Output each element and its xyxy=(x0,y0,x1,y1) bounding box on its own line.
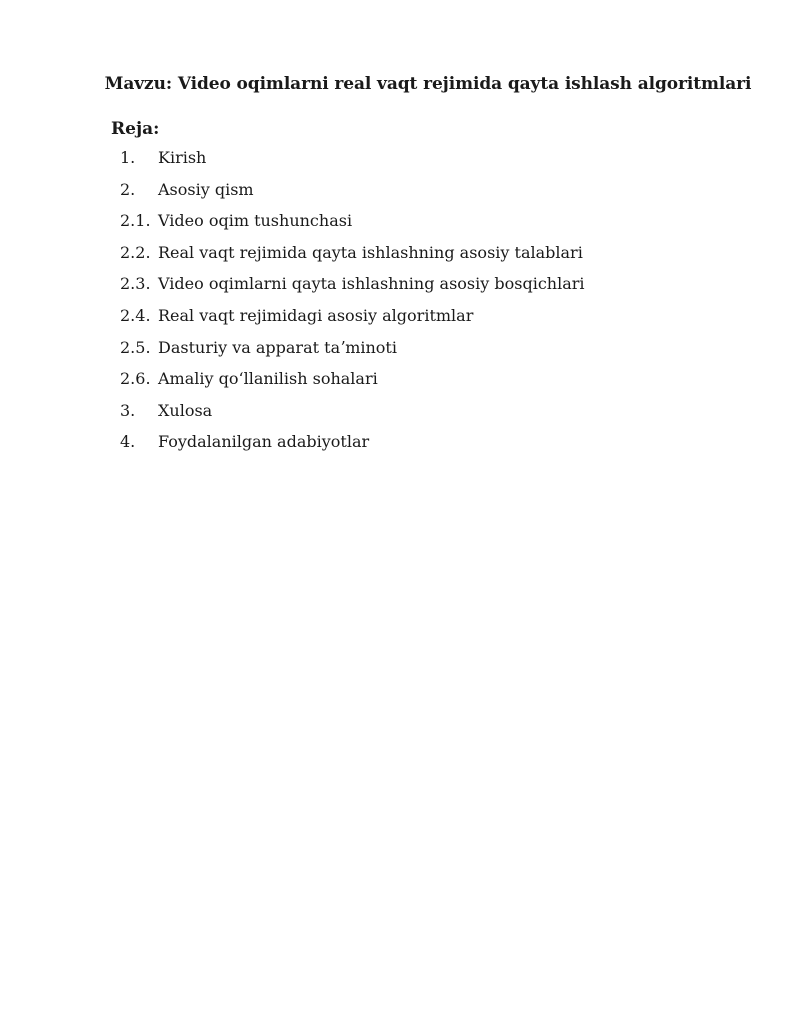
plan-item-video-oqim-tushunchasi xyxy=(120,209,585,241)
plan-item-real-vaqt-talablari xyxy=(120,241,585,273)
plan-item-number: 3. xyxy=(120,400,136,420)
plan-item-qayta-ishlash-bosqichlari xyxy=(120,272,585,304)
plan-item-number: 2.3. xyxy=(120,274,151,294)
plan-item-text: Xulosa xyxy=(158,400,213,420)
document-title: Mavzu: Video oqimlarni real vaqt rejimida qayta ishlash algoritmlari xyxy=(104,74,752,94)
plan-item-text: Dasturiy va apparat taʼminoti xyxy=(158,337,397,357)
plan-item-number: 2.2. xyxy=(120,242,151,262)
plan-item-text: Asosiy qism xyxy=(158,179,254,199)
plan-heading: Reja: xyxy=(111,119,160,139)
plan-item-dasturiy-taminot xyxy=(120,336,585,368)
plan-item-text: Real vaqt rejimidagi asosiy algoritmlar xyxy=(158,305,474,325)
plan-item-number: 1. xyxy=(120,148,136,167)
plan-item-number: 4. xyxy=(120,432,136,452)
plan-item-text: Real vaqt rejimida qayta ishlashning asosiy talablari xyxy=(158,242,583,262)
plan-list xyxy=(120,146,585,462)
plan-item-asosiy-algoritmlar xyxy=(120,304,585,336)
plan-item-adabiyotlar xyxy=(120,430,585,462)
plan-item-number: 2.6. xyxy=(120,369,151,389)
plan-item-kirish xyxy=(120,146,585,178)
plan-item-text: Amaliy qoʻllanilish sohalari xyxy=(158,369,378,389)
plan-item-amaliy-sohalari xyxy=(120,367,585,399)
plan-item-text: Kirish xyxy=(158,148,207,167)
plan-item-number: 2. xyxy=(120,179,136,199)
plan-item-asosiy-qism xyxy=(120,178,585,210)
plan-item-text: Video oqimlarni qayta ishlashning asosiy bosqichlari xyxy=(158,274,585,294)
plan-item-xulosa xyxy=(120,399,585,431)
plan-item-text: Video oqim tushunchasi xyxy=(158,211,353,231)
plan-item-text: Foydalanilgan adabiyotlar xyxy=(158,432,370,452)
plan-item-number: 2.1. xyxy=(120,211,151,231)
plan-item-number: 2.5. xyxy=(120,337,151,357)
plan-item-number: 2.4. xyxy=(120,305,151,325)
